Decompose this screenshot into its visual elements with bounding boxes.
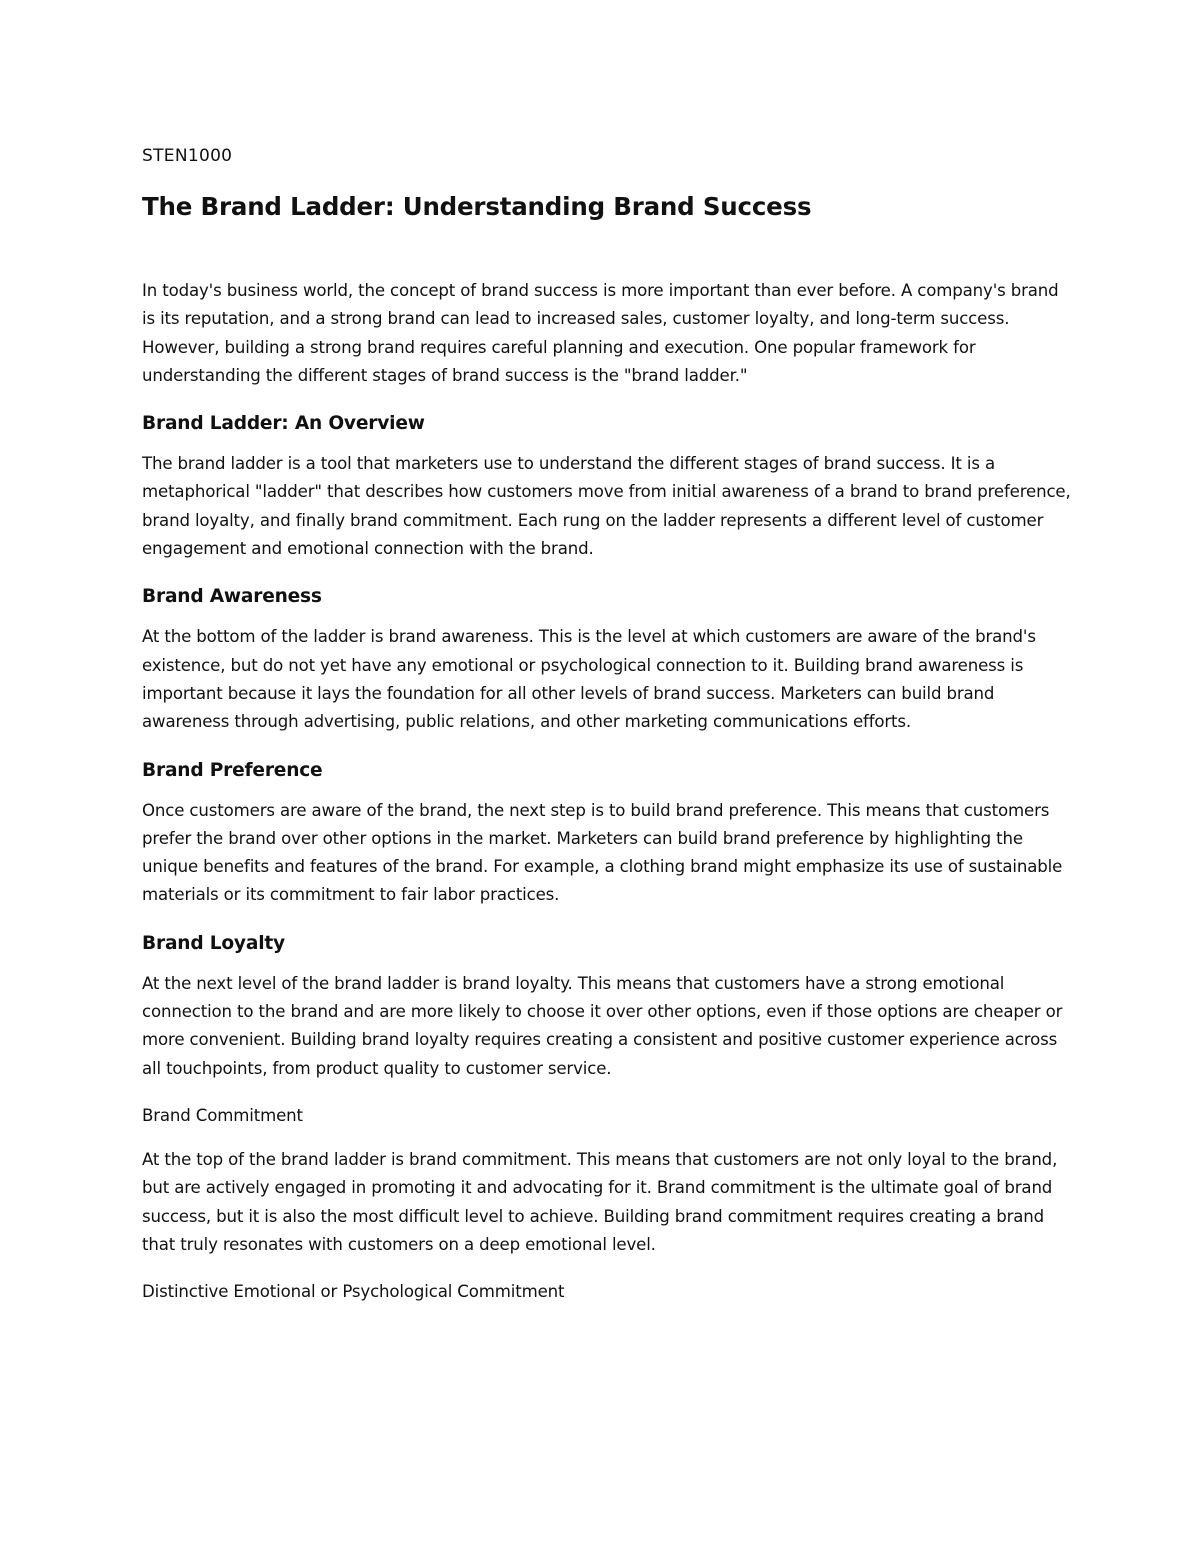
section-body-awareness: At the bottom of the ladder is brand awareness. This is the level at which customers are aware of the brand's existence, but do not yet have any emotional or psychological connection to it. Building brand awareness is important because it lays the foundation for all other levels of brand success. Marketers can build brand awareness through advertising, public relations, and other marketing communications efforts. <box>142 627 1036 732</box>
section-heading-loyalty: Brand Loyalty <box>142 932 285 954</box>
closing-heading: Distinctive Emotional or Psychological Commitment <box>142 1282 565 1302</box>
section-heading-commitment: Brand Commitment <box>142 1105 303 1125</box>
section-heading-awareness: Brand Awareness <box>142 586 322 608</box>
section-body-preference: Once customers are aware of the brand, the next step is to build brand preference. This means that customers prefer the brand over other options in the market. Marketers can build brand preference by highlighting the unique benefits and features of the brand. For example, a clothing brand might emphasize its use of sustainable materials or its commitment to fair labor practices. <box>142 800 1063 905</box>
section-body-loyalty: At the next level of the brand ladder is brand loyalty. This means that customers have a strong emotional connection to the brand and are more likely to choose it over other options, even if those options are cheaper or more convenient. Building brand loyalty requires creating a consistent and positive customer experience across all touchpoints, from product quality to customer service. <box>142 973 1063 1078</box>
document-title: The Brand Ladder: Understanding Brand Success <box>142 192 812 221</box>
section-body-overview: The brand ladder is a tool that marketers use to understand the different stages of brand success. It is a metaphorical "ladder" that describes how customers move from initial awareness of a brand to brand preference, brand loyalty, and finally brand commitment. Each rung on the ladder represents a different level of customer engagement and emotional connection with the brand. <box>142 454 1071 559</box>
section-heading-overview: Brand Ladder: An Overview <box>142 413 425 435</box>
document-page <box>142 140 1072 1322</box>
course-code: STEN1000 <box>142 146 233 166</box>
section-heading-preference: Brand Preference <box>142 759 323 781</box>
intro-paragraph: In today's business world, the concept of brand success is more important than ever before. A company's brand is its reputation, and a strong brand can lead to increased sales, customer loyalty, and long-term success. However, building a strong brand requires careful planning and execution. One popular framework for understanding the different stages of brand success is the "brand ladder." <box>142 281 1059 385</box>
section-body-commitment: At the top of the brand ladder is brand commitment. This means that customers are not only loyal to the brand, but are actively engaged in promoting it and advocating for it. Brand commitment is the ultimate goal of brand success, but it is also the most difficult level to achieve. Building brand commitment requires creating a brand that truly resonates with customers on a deep emotional level. <box>142 1149 1058 1254</box>
